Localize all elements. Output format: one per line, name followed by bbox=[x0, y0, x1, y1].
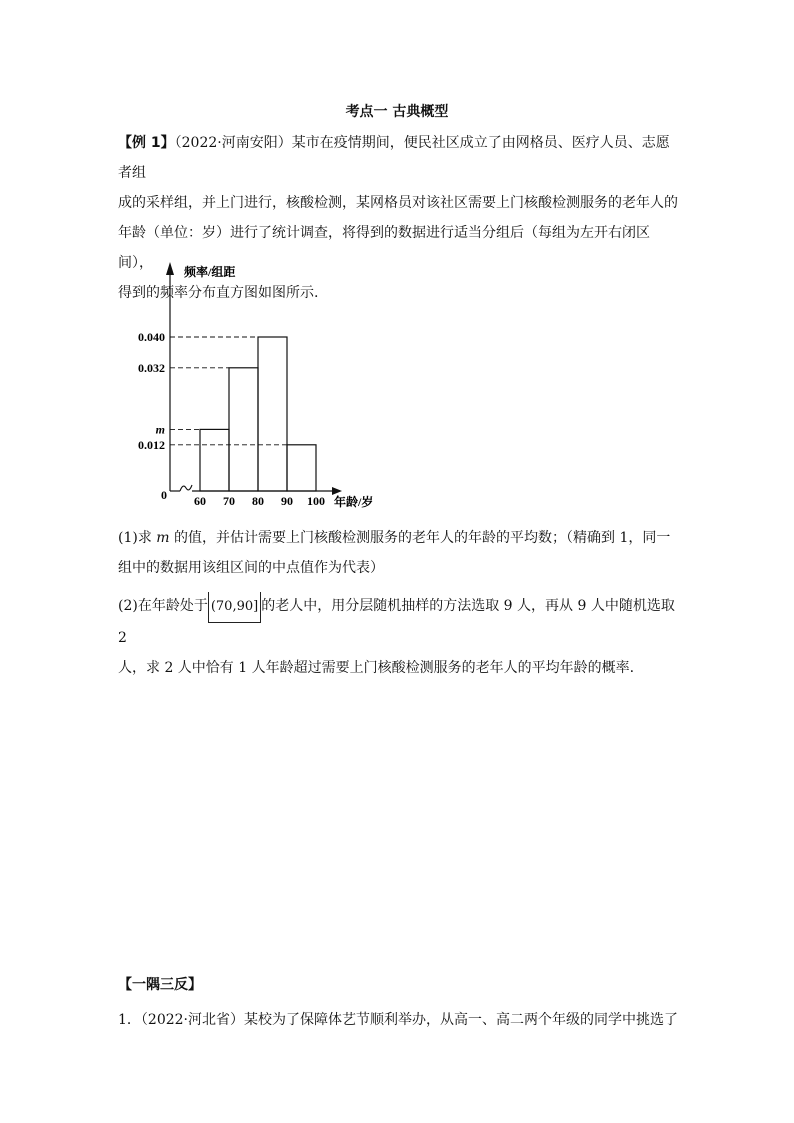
x-tick-label: 80 bbox=[252, 494, 264, 508]
y-tick-label: 0.040 bbox=[138, 330, 165, 344]
example-text-1: 某市在疫情期间，便民社区成立了由网格员、医疗人员、志愿者组 bbox=[118, 135, 670, 181]
y-tick-label: 0.012 bbox=[138, 437, 165, 452]
x-tick-label: 90 bbox=[281, 494, 293, 508]
practice-item-1: 1．（2022·河北省）某校为了保障体艺节顺利举办，从高一、高二两个年级的同学中挑选了 bbox=[118, 1012, 678, 1028]
example-line-3: 年龄（单位：岁）进行了统计调查，将得到的数据进行适当分组后（每组为左开右闭区间）， bbox=[118, 225, 650, 271]
question-1-line-1 bbox=[118, 523, 680, 553]
x-tick-label: 60 bbox=[194, 494, 206, 508]
question-2-prefix: (2)在年龄处于 bbox=[118, 598, 208, 614]
histogram-bar bbox=[258, 337, 287, 491]
x-tick-label: 70 bbox=[223, 494, 235, 508]
y-axis-label: 频率/组距 bbox=[184, 265, 236, 279]
example-source: （2022·河南安阳） bbox=[174, 135, 292, 151]
example-line-4: 得到的频率分布直方图如图所示. bbox=[118, 285, 319, 301]
question-1-variable: m bbox=[156, 530, 170, 546]
question-2-line-2: 人，求 2 人中恰有 1 人年龄超过需要上门核酸检测服务的老年人的平均年龄的概率. bbox=[118, 660, 635, 676]
y-tick-label: m bbox=[155, 422, 165, 437]
origin-label: 0 bbox=[161, 488, 167, 502]
histogram-bar bbox=[200, 429, 229, 491]
example-line-1 bbox=[118, 128, 680, 188]
question-2-interval: (70,90] bbox=[208, 592, 261, 623]
y-tick-label: 0.032 bbox=[138, 360, 165, 375]
example-label: 【例 1】 bbox=[118, 135, 175, 151]
histogram-bar bbox=[229, 368, 258, 491]
x-tick-label: 100 bbox=[307, 494, 325, 508]
question-1-text: 的值，并估计需要上门核酸检测服务的老年人的年龄的平均数；（精确到 1，同一 bbox=[169, 530, 671, 546]
section-title: 考点一 古典概型 bbox=[345, 104, 449, 120]
histogram-bar bbox=[287, 445, 316, 491]
question-2-line-1 bbox=[118, 591, 680, 653]
example-line-2: 成的采样组，并上门进行，核酸检测，某网格员对该社区需要上门核酸检测服务的老年人的 bbox=[118, 195, 678, 211]
frequency-histogram bbox=[118, 260, 418, 520]
x-axis-label: 年龄/岁 bbox=[334, 495, 374, 509]
question-2-text: 的老人中，用分层随机抽样的方法选取 9 人，再从 9 人中随机选取 2 bbox=[118, 598, 675, 646]
x-axis-arrow bbox=[332, 487, 342, 495]
x-axis-break bbox=[180, 485, 192, 491]
practice-heading: 【一隅三反】 bbox=[118, 977, 202, 993]
question-2 bbox=[118, 591, 680, 683]
y-axis-arrow bbox=[166, 262, 174, 275]
question-1-line-2: 组中的数据用该组区间的中点值作为代表） bbox=[118, 560, 384, 576]
question-1 bbox=[118, 523, 680, 583]
question-1-prefix: (1)求 bbox=[118, 530, 157, 546]
